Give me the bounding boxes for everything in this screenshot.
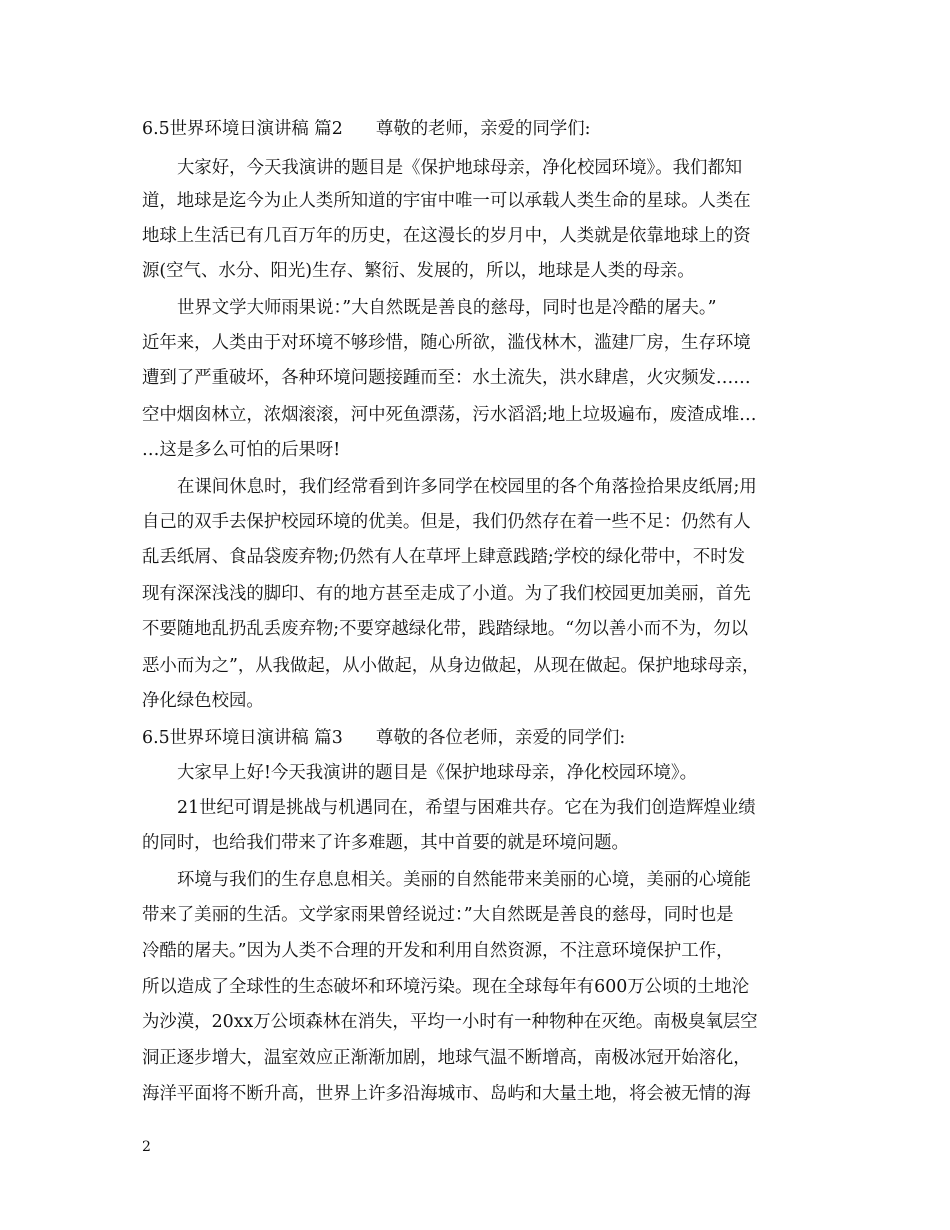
paragraph-line: 为沙漠，20xx万公顷森林在消失，平均一小时有一种物种在灭绝。南极臭氧层空 — [142, 1012, 758, 1032]
paragraph-line: 洞正逐步增大，温室效应正渐渐加剧，地球气温不断增高，南极冰冠开始溶化， — [142, 1048, 751, 1068]
paragraph-line: 21世纪可谓是挑战与机遇同在，希望与困难共存。它在为我们创造辉煌业绩 — [177, 798, 756, 818]
paragraph-line: 世界文学大师雨果说：”大自然既是善良的慈母，同时也是冷酷的屠夫。” — [177, 298, 717, 318]
paragraph-line: 恶小而为之”，从我做起，从小做起，从身边做起，从现在做起。保护地球母亲， — [142, 656, 760, 676]
paragraph-line: 自己的双手去保护校园环境的优美。但是，我们仍然存在着一些不足：仍然有人 — [142, 512, 751, 532]
paragraph-line: 空中烟囱林立，浓烟滚滚，河中死鱼漂荡，污水滔滔;地上垃圾遍布，废渣成堆… — [142, 405, 757, 425]
paragraph-line: …这是多么可怕的后果呀! — [142, 440, 341, 460]
paragraph-line: 乱丢纸屑、食品袋废弃物;仍然有人在草坪上肆意践踏;学校的绿化带中，不时发 — [142, 547, 746, 567]
page-number: 2 — [142, 1139, 151, 1155]
heading-speech-2: 6.5世界环境日演讲稿 篇2 尊敬的老师，亲爱的同学们: — [142, 119, 591, 139]
paragraph-line: 大家早上好!今天我演讲的题目是《保护地球母亲，净化校园环境》。 — [177, 763, 698, 783]
paragraph-line: 遭到了严重破坏，各种环境问题接踵而至：水土流失，洪水肆虐，火灾频发…… — [142, 368, 751, 388]
paragraph-line: 现有深深浅浅的脚印、有的地方甚至走成了小道。为了我们校园更加美丽，首先 — [142, 584, 751, 604]
paragraph-line: 大家好，今天我演讲的题目是《保护地球母亲，净化校园环境》。我们都知 — [177, 158, 743, 178]
paragraph-line: 海洋平面将不断升高，世界上许多沿海城市、岛屿和大量土地，将会被无情的海 — [142, 1084, 751, 1104]
paragraph-line: 环境与我们的生存息息相关。美丽的自然能带来美丽的心境，美丽的心境能 — [177, 870, 751, 890]
heading-speech-3: 6.5世界环境日演讲稿 篇3 尊敬的各位老师，亲爱的同学们: — [142, 728, 626, 748]
paragraph-line: 所以造成了全球性的生态破坏和环境污染。现在全球每年有600万公顷的土地沦 — [142, 977, 750, 997]
paragraph-line: 净化绿色校园。 — [142, 691, 264, 711]
paragraph-line: 道，地球是迄今为止人类所知道的宇宙中唯一可以承载人类生命的星球。人类在 — [142, 191, 751, 211]
paragraph-line: 在课间休息时，我们经常看到许多同学在校园里的各个角落捡拾果皮纸屑;用 — [177, 477, 757, 497]
paragraph-line: 冷酷的屠夫。”因为人类不合理的开发和利用自然资源，不注意环境保护工作， — [142, 941, 734, 961]
paragraph-line: 带来了美丽的生活。文学家雨果曾经说过：”大自然既是善良的慈母，同时也是 — [142, 905, 734, 925]
paragraph-line: 不要随地乱扔乱丢废弃物;不要穿越绿化带，践踏绿地。“勿以善小而不为，勿以 — [142, 619, 749, 639]
paragraph-line: 地球上生活已有几百万年的历史，在这漫长的岁月中，人类就是依靠地球上的资 — [142, 226, 751, 246]
paragraph-line: 近年来，人类由于对环境不够珍惜，随心所欲，滥伐林木，滥建厂房，生存环境 — [142, 333, 751, 353]
paragraph-line: 源(空气、水分、阳光)生存、繁衍、发展的，所以，地球是人类的母亲。 — [142, 261, 695, 281]
paragraph-line: 的同时，也给我们带来了许多难题，其中首要的就是环境问题。 — [142, 833, 629, 853]
